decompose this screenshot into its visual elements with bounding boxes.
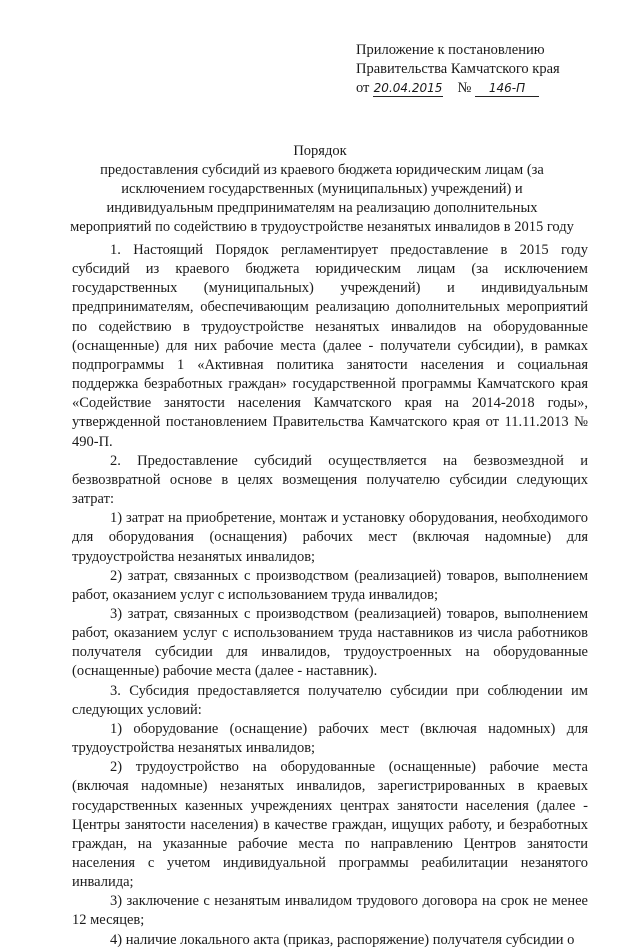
- handwritten-date: 20.04.2015: [373, 81, 443, 95]
- appendix-line-1: Приложение к постановлению: [356, 42, 545, 58]
- document-body: [72, 241, 588, 950]
- document-subtitle: предоставления субсидий из краевого бюджета юридическим лицам (за исключением государственных (муниципальных) учреждений) и индивидуальным предпринимателям на реализацию дополнительных мероприятий по содействию в трудоустройстве незанятых инвалидов в 2015 году: [70, 162, 574, 235]
- paragraph: 2. Предоставление субсидий осуществляется на безвозмездной и безвозвратной основе в целях возмещения получателю субсидии следующих затрат:: [72, 452, 588, 508]
- paragraph: 3. Субсидия предоставляется получателю субсидии при соблюдении им следующих условий:: [72, 682, 588, 718]
- paragraph: 3) заключение с незанятым инвалидом трудового договора на срок не менее 12 месяцев;: [72, 893, 588, 929]
- appendix-line-3: [356, 79, 606, 98]
- appendix-line-2: Правительства Камчатского края: [356, 61, 560, 77]
- paragraph: 1. Настоящий Порядок регламентирует предоставление в 2015 году субсидий из краевого бюджета юридическим лицам (за исключением государственных (муниципальных) учреждений) и индивидуальным предпринимателям, обеспечивающим реализацию дополнительных мероприятий по содействию в трудоустройстве незанятых инвалидов на оборудованные (оснащенные) для них рабочие места (далее - получатели субсидии), в рамках подпрограммы 1 «Активная политика занятости населения и социальная поддержка безработных граждан» государственной программы Камчатского края «Содействие занятости населения Камчатского края на 2014-2018 годы», утвержденной постановлением Правительства Камчатского края от 11.11.2013 № 490-П.: [72, 242, 588, 450]
- paragraph: 1) оборудование (оснащение) рабочих мест (включая надомных) для трудоустройства незанятых инвалидов;: [72, 720, 588, 757]
- paragraph: 1) затрат на приобретение, монтаж и установку оборудования, необходимого для оборудования (оснащения) рабочих мест (включая надомные) для трудоустройства незанятых инвалидов;: [72, 510, 588, 565]
- paragraph: 4) наличие локального акта (приказ, распоряжение) получателя субсидии о: [110, 931, 575, 948]
- paragraph: 2) затрат, связанных с производством (реализацией) товаров, выполнением работ, оказанием услуг с использованием труда инвалидов;: [72, 567, 588, 603]
- document-title: Порядок: [293, 143, 347, 159]
- appendix-header: [356, 41, 606, 98]
- handwritten-number: 146-П: [475, 81, 539, 97]
- number-label: №: [457, 80, 472, 96]
- paragraph: 3) затрат, связанных с производством (реализацией) товаров, выполнением работ, оказанием услуг с использованием труда наставников из числа работников получателя субсидии для инвалидов, трудоустроенных на оборудованные (оснащенные) рабочие места (далее - наставник).: [72, 605, 588, 680]
- paragraph: 2) трудоустройство на оборудованные (оснащенные) рабочие места (включая надомные) незанятых инвалидов, зарегистрированных в краевых государственных казенных учреждениях центрах занятости населения (далее - Центры занятости населения) в качестве граждан, ищущих работу, и безработных граждан, на указанные рабочие места по направлению Центров занятости населения с учетом индивидуальной программы реабилитации незанятого инвалида;: [72, 759, 588, 891]
- from-label: от: [356, 80, 370, 96]
